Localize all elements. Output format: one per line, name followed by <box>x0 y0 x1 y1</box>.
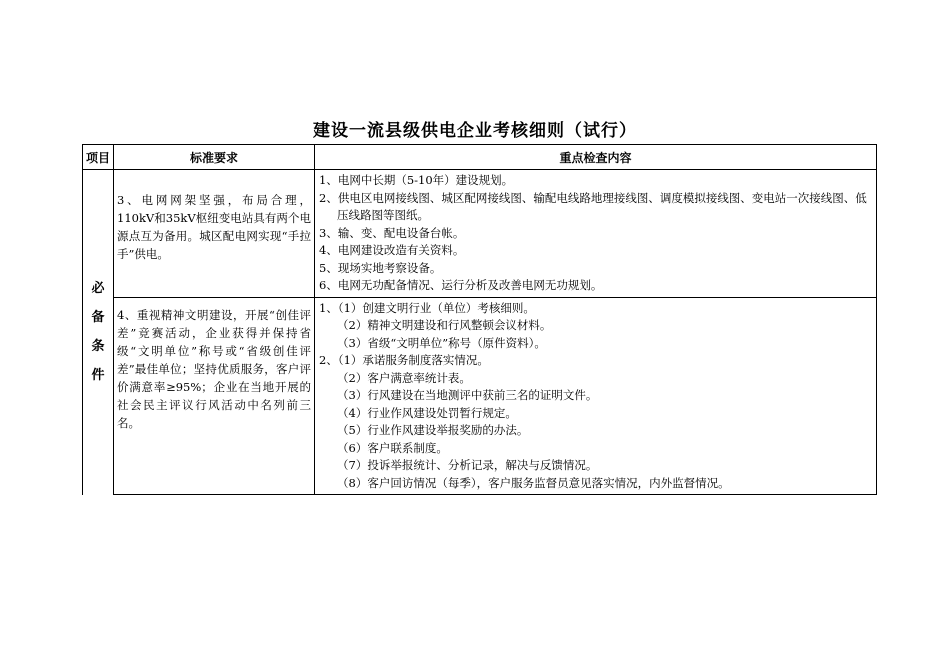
category-char: 备 <box>91 310 105 326</box>
standard-cell <box>114 170 315 298</box>
list-item: 1、（1）创建文明行业（单位）考核细则。 <box>319 300 535 315</box>
table-header-row <box>83 145 877 170</box>
content-cell <box>315 170 877 298</box>
category-char: 条 <box>91 339 105 355</box>
list-item: 3、输、变、配电设备台帐。 <box>319 225 465 240</box>
document-title: 建设一流县级供电企业考核细则（试行） <box>313 121 637 141</box>
content-cell <box>315 297 877 495</box>
category-char: 件 <box>91 368 105 384</box>
list-item: （5）行业作风建设举报奖励的办法。 <box>337 423 529 437</box>
table-row <box>83 297 877 495</box>
category-char: 必 <box>91 281 105 297</box>
list-item: 6、电网无功配备情况、运行分析及改善电网无功规划。 <box>319 278 603 292</box>
header-standard: 标准要求 <box>114 145 315 170</box>
category-cell <box>83 170 114 495</box>
list-item: 4、电网建设改造有关资料。 <box>319 243 465 257</box>
list-item: 5、现场实地考察设备。 <box>319 260 442 275</box>
list-item: （2）客户满意率统计表。 <box>337 370 471 385</box>
standard-text: 4、重视精神文明建设，开展“创佳评差”竞赛活动，企业获得并保持省级“文明单位”称号或“省级创佳评差”最佳单位；坚持优质服务，客户评价满意率≥95%；企业在当地开展的社会民主评议行风活动中名列前三名。 <box>117 307 311 430</box>
assessment-table <box>82 144 877 495</box>
list-item: （8）客户回访情况（每季），客户服务监督员意见落实情况，内外监督情况。 <box>337 475 730 490</box>
list-item: （3）省级“文明单位”称号（原件资料）。 <box>337 335 546 350</box>
list-item: （4）行业作风建设处罚暂行规定。 <box>337 405 517 420</box>
list-item: 2、供电区电网接线图、城区配网接线图、输配电线路地理接线图、调度模拟接线图、变电站一次接线图、低压线路图等图纸。 <box>319 190 867 222</box>
list-item: （6）客户联系制度。 <box>337 440 448 455</box>
header-project: 项目 <box>83 145 114 170</box>
standard-cell <box>114 297 315 495</box>
list-item: （3）行风建设在当地测评中获前三名的证明文件。 <box>337 388 598 402</box>
list-item: （2）精神文明建设和行风整顿会议材料。 <box>337 318 552 332</box>
standard-text: 3、电网网架坚强，布局合理，110kV和35kV枢纽变电站具有两个电源点互为备用。城区配电网实现“手拉手”供电。 <box>117 193 311 261</box>
table-row <box>83 170 877 298</box>
header-key-content: 重点检查内容 <box>315 145 877 170</box>
list-item: （7）投诉举报统计、分析记录，解决与反馈情况。 <box>337 458 598 472</box>
list-item: 2、（1）承诺服务制度落实情况。 <box>319 353 489 367</box>
list-item: 1、电网中长期（5-10年）建设规划。 <box>319 173 514 187</box>
